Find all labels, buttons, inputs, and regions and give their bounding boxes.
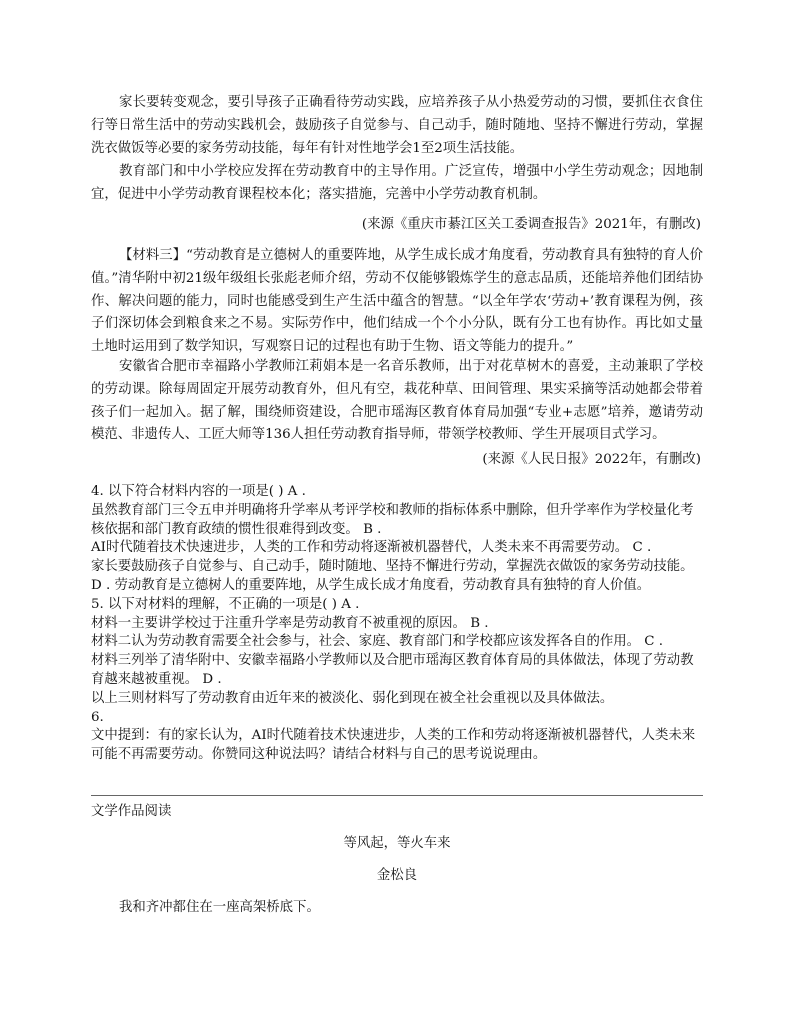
question-5-option-b: 材料二认为劳动教育需要全社会参与，社会、家庭、教育部门和学校都应该发挥各自的作用。 C . [91,634,664,650]
question-5-option-a: 材料一主要讲学校过于注重升学率是劳动教育不被重视的原因。 B . [91,615,489,631]
material2-paragraph-1: 家长要转变观念，要引导孩子正确看待劳动实践，应培养孩子从小热爱劳动的习惯，要抓住衣食住行等日常生活中的劳动实践机会，鼓励孩子自觉参与、自己动手，随时随地、坚持不懈进行劳动，掌握洗衣做饭等必要的家务劳动技能，每年有针对性地学会1至2项生活技能。 [91,95,703,156]
material3-paragraph-1: 【材料三】“劳动教育是立德树人的重要阵地，从学生成长成才角度看，劳动教育具有独特的育人价值。”清华附中初21级年级组长张彪老师介绍，劳动不仅能够锻炼学生的意志品质，还能培养他们团结协作、解决问题的能力，同时也能感受到生产生活中蕴含的智慧。“以全年学农‘劳动+’教育课程为例，孩子们深切体会到粮食来之不易。实际劳作中，他们结成一个个小分队，既有分工也有协作。再比如丈量土地时运用到了数学知识，写观察日记的过程也有助于生物、语文等能力的提升。” [91,248,703,355]
story-first-line: 我和齐冲都住在一座高架桥底下。 [119,900,320,915]
material2-source: (来源《重庆市綦江区关工委调查报告》2021年，有删改) [361,217,701,232]
question-4-option-b: AI时代随着技术快速进步，人类的工作和劳动将逐渐被机器替代，人类未来不再需要劳动。 C . [91,540,652,556]
question-4-option-a: 虽然教育部门三令五申并明确将升学率从考评学校和教师的指标体系中删除，但升学率作为学校量化考核依据和部门教育政绩的惯性很难得到改变。 B . [91,502,694,537]
section-divider [91,795,703,796]
question-4-option-c-d: 家长要鼓励孩子自觉参与、自己动手，随时随地、坚持不懈进行劳动，掌握洗衣做饭的家务劳动技能。 D . 劳动教育是立德树人的重要阵地，从学生成长成才角度看，劳动教育具有独特的育人价值。 [91,559,694,593]
material3-source: (来源《人民日报》2022年，有删改) [482,452,701,467]
question-6-stem: 文中提到：有的家长认为，AI时代随着技术快速进步，人类的工作和劳动将逐渐被机器替代，人类未来可能不再需要劳动。你赞同这种说法吗？请结合材料与自己的思考说说理由。 [91,728,696,763]
story-author: 金松良 [376,868,418,883]
questions-block [91,483,703,765]
section-title: 文学作品阅读 [91,804,172,819]
question-5-option-d: 以上三则材料写了劳动教育由近年来的被淡化、弱化到现在被全社会重视以及具体做法。 [91,690,614,706]
material3-paragraph-2: 安徽省合肥市幸福路小学教师江莉娟本是一名音乐教师，出于对花草树木的喜爱，主动兼职了学校的劳动课。除每周固定开展劳动教育外，但凡有空，栽花种草、田间管理、果实采摘等活动她都会带着孩子们一起加入。据了解，围绕师资建设，合肥市瑶海区教育体育局加强“专业+志愿”培养，邀请劳动模范、非遗传人、工匠大师等136人担任劳动教育指导师，带领学校教师、学生开展项目式学习。 [91,359,703,443]
material2-paragraph-2: 教育部门和中小学校应发挥在劳动教育中的主导作用。广泛宣传，增强中小学生劳动观念；因地制宜，促进中小学劳动教育课程校本化；落实措施，完善中小学劳动教育机制。 [91,164,703,202]
question-6-number: 6. [91,709,104,725]
question-4-stem: 4. 以下符合材料内容的一项是( ) A . [91,484,306,499]
story-title: 等风起，等火车来 [343,836,451,851]
question-5-option-c: 材料三列举了清华附中、安徽幸福路小学教师以及合肥市瑶海区教育体育局的具体做法，体现了劳动教育越来越被重视。 D . [91,653,694,687]
question-5-stem: 5. 以下对材料的理解，不正确的一项是( ) A . [91,596,360,612]
